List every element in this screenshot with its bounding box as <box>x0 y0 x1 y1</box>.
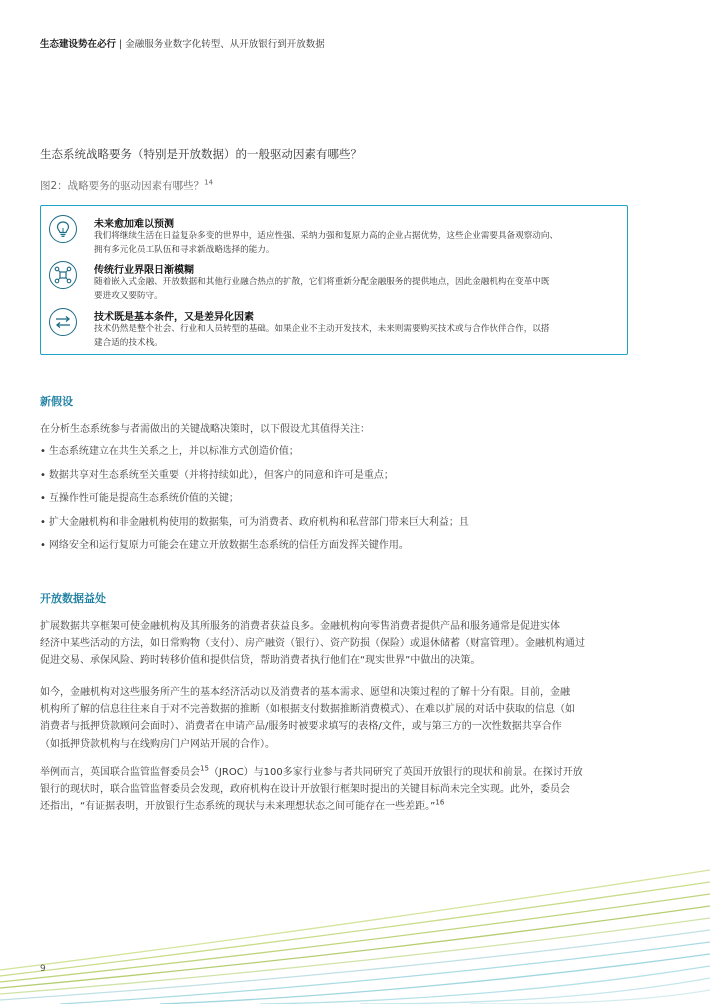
paragraph-line: 经济中某些活动的方法，如日常购物（支付）、房产融资（银行）、资产防损（保险）或退休储蓄（财富管理）。金融机构通过 <box>40 638 585 650</box>
exchange-arrows-icon <box>49 308 77 336</box>
paragraph-line: （如抵押贷款机构与在线购房门户网站开展的合作）。 <box>40 738 275 750</box>
driver-title: 传统行业界限日渐模糊 <box>94 265 194 276</box>
bullet-mark: • <box>40 540 46 552</box>
driver-text-line: 建合适的技术栈。 <box>94 338 163 348</box>
paragraph-line: 扩展数据共享框架可使金融机构及其所服务的消费者获益良多。金融机构向零售消费者提供产品和服务通常是促进实体 <box>40 621 560 632</box>
text-run: 举例而言，英国联合监管监督委员会 <box>40 767 200 778</box>
driver-text-line: 要进攻又要防守。 <box>94 291 163 301</box>
running-header <box>40 36 325 50</box>
driver-text-line: 我们将继续生活在日益复杂多变的世界中，适应性强、采纳力强和复原力高的企业占据优势，这些企业需要具备观察动向、 <box>94 231 559 241</box>
bullet-mark: • <box>40 516 46 528</box>
assumptions-list <box>40 444 670 562</box>
assumptions-intro: 在分析生态系统参与者需做出的关键战略决策时，以下假设尤其值得关注： <box>40 424 370 435</box>
list-item-text: 扩大金融机构和非金融机构使用的数据集，可为消费者、政府机构和私营部门带来巨大利益；且 <box>48 516 469 528</box>
driver-text-line: 随着嵌入式金融、开放数据和其他行业融合热点的扩散，它们将重新分配金融服务的提供地点，因此金融机构在变革中既 <box>94 277 550 287</box>
driver-text <box>94 322 619 350</box>
paragraph-line: 机构所了解的信息往往来自于对不完善数据的推断（如根据支付数据推断消费模式）、在难以扩展的对话中获取的信息（如 <box>40 704 575 716</box>
paragraph-line: 促进交易、承保风险、跨时转移价值和提供信贷，帮助消费者执行他们在“现实世界”中做出的决策。 <box>40 655 481 667</box>
benefits-paragraph-2 <box>40 684 670 753</box>
paragraph-line: 银行的现状时，联合监管监督委员会发现，政府机构在设计开放银行框架时提出的关键目标尚未完全实现。此外，委员会 <box>40 784 570 796</box>
network-icon <box>49 261 77 289</box>
text-run: （JROC）与100多家行业参与者共同研究了英国开放银行的现状和前景。在探讨开放 <box>208 767 583 778</box>
bullet-mark: • <box>40 493 46 505</box>
header-subtitle: 金融服务业数字化转型、从开放银行到开放数据 <box>125 39 325 50</box>
question-heading: 生态系统战略要务（特别是开放数据）的一般驱动因素有哪些？ <box>40 147 362 161</box>
page-number: 9 <box>40 964 46 974</box>
list-item-text: 互操作性可能是提高生态系统价值的关键； <box>48 493 239 505</box>
paragraph-line: 消费者与抵押贷款顾问会面时）、消费者在申请产品/服务时被要求填写的表格/文件，或与第三方的一次性数据共享合作 <box>40 721 562 733</box>
text-run: 还指出，“有证据表明，开放银行生态系统的现状与未来理想状态之间可能存在一些差距。” <box>40 801 436 813</box>
footnote-ref: 14 <box>204 178 214 187</box>
list-item <box>40 491 670 515</box>
driver-text <box>94 229 619 257</box>
header-separator: | <box>116 39 126 50</box>
list-item <box>40 515 670 539</box>
driver-text-line: 拥有多元化员工队伍和寻求新战略选择的能力。 <box>94 245 275 255</box>
benefits-paragraph-1 <box>40 618 670 670</box>
list-item <box>40 468 670 492</box>
list-item-text: 生态系统建立在共生关系之上，并以标准方式创造价值； <box>48 446 299 457</box>
list-item-text: 网络安全和运行复原力可能会在建立开放数据生态系统的信任方面发挥关键作用。 <box>48 540 409 552</box>
drivers-box <box>40 205 628 355</box>
footnote-ref: 16 <box>435 799 445 808</box>
decorative-waves <box>0 850 710 1004</box>
section-title-assumptions: 新假设 <box>40 395 73 408</box>
bullet-mark: • <box>40 446 46 457</box>
driver-text <box>94 275 619 303</box>
section-title-benefits: 开放数据益处 <box>40 592 106 605</box>
paragraph-line <box>40 764 670 781</box>
driver-text-line: 技术仍然是整个社会、行业和人员转型的基础。如果企业不主动开发技术，未来则需要购买技术或与合作伙伴合作，以搭 <box>94 324 550 334</box>
bullet-mark: • <box>40 469 46 481</box>
list-item-text: 数据共享对生态系统至关重要（并将持续如此），但客户的同意和许可是重点； <box>48 469 394 481</box>
paragraph-line <box>40 798 670 815</box>
benefits-paragraph-3 <box>40 764 670 816</box>
header-title: 生态建设势在必行 <box>40 39 117 50</box>
figure-caption <box>40 178 213 193</box>
paragraph-line: 如今，金融机构对这些服务所产生的基本经济活动以及消费者的基本需求、愿望和决策过程的了解十分有限。目前，金融 <box>40 687 570 698</box>
driver-title: 技术既是基本条件，又是差异化因素 <box>94 312 254 323</box>
lightbulb-icon <box>49 215 77 243</box>
list-item <box>40 444 670 468</box>
footnote-ref: 15 <box>200 764 209 773</box>
list-item <box>40 538 670 562</box>
figure-caption-text: 图2：战略要务的驱动因素有哪些？ <box>40 180 205 192</box>
driver-title: 未来愈加难以预测 <box>94 219 174 230</box>
